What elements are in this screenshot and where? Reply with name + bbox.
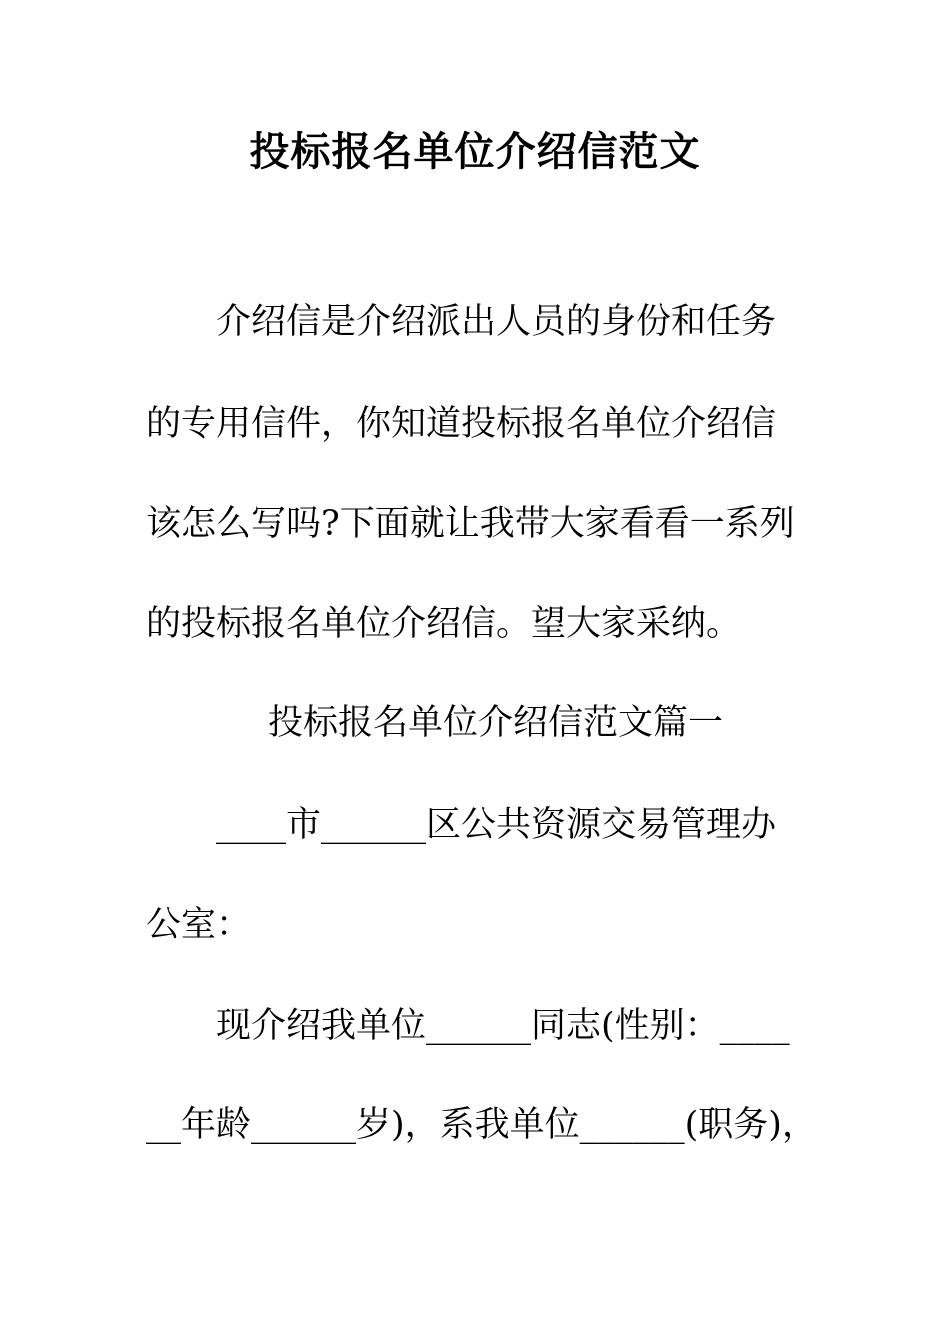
body-text: ____市______区公共资源交易管理办 xyxy=(216,805,777,845)
body-text: 的专用信件，你知道投标报名单位介绍信 xyxy=(146,404,777,444)
body-line-6 xyxy=(0,895,950,955)
body-line-1 xyxy=(0,292,950,352)
body-line-7 xyxy=(0,996,950,1056)
body-line-3 xyxy=(0,494,950,554)
section-heading-text: 投标报名单位介绍信范文篇一 xyxy=(268,703,724,743)
body-text: __年龄______岁)，系我单位______(职务)， xyxy=(146,1105,817,1145)
body-line-2 xyxy=(0,394,950,454)
body-text: 介绍信是介绍派出人员的身份和任务 xyxy=(216,302,777,342)
body-text: 现介绍我单位______同志(性别：____ xyxy=(216,1006,790,1046)
body-text: 该怎么写吗?下面就让我带大家看看一系列 xyxy=(146,504,795,544)
body-line-4 xyxy=(0,594,950,654)
body-text: 的投标报名单位介绍信。望大家采纳。 xyxy=(146,604,742,644)
body-line-5 xyxy=(0,795,950,855)
document-title: 投标报名单位介绍信范文 xyxy=(249,129,701,175)
section-heading xyxy=(0,693,950,753)
body-line-8 xyxy=(0,1095,950,1155)
body-text: 公室： xyxy=(146,905,252,945)
